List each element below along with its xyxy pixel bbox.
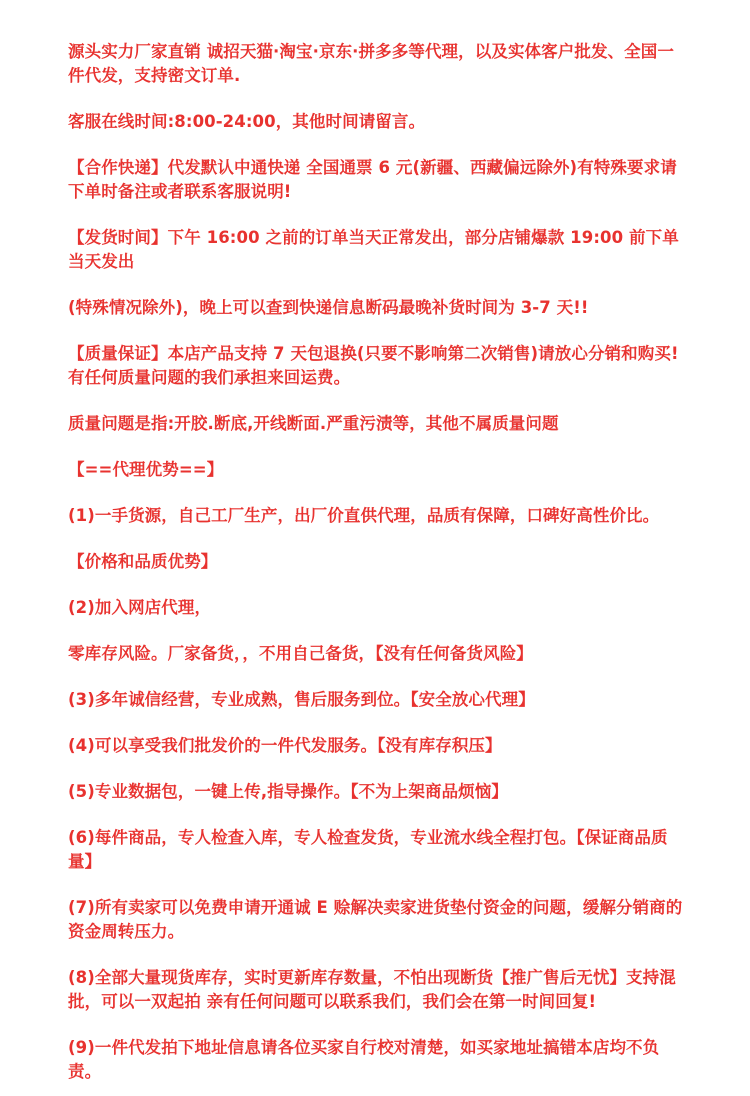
paragraph-spacer bbox=[68, 274, 684, 296]
paragraph-spacer bbox=[68, 482, 684, 504]
document-body bbox=[68, 40, 684, 1084]
advantage-item-3: (3)多年诚信经营，专业成熟，售后服务到位。【安全放心代理】 bbox=[68, 690, 535, 709]
paragraph-quality-definition: 质量问题是指:开胶.断底,开线断面.严重污渍等，其他不属质量问题 bbox=[68, 414, 559, 433]
paragraph-spacer bbox=[68, 528, 684, 550]
paragraph-spacer bbox=[68, 712, 684, 734]
section-heading-agent-advantages: 【==代理优势==】 bbox=[68, 460, 224, 479]
advantage-item-7: (7)所有卖家可以免费申请开通诚 E 赊解决卖家进货垫付资金的问题，缓解分销商的资金周转压力。 bbox=[68, 898, 683, 941]
paragraph-shipping-time: 【发货时间】下午 16:00 之前的订单当天正常发出，部分店铺爆款 19:00 前下单当天发出 bbox=[68, 228, 679, 271]
advantage-item-8: (8)全部大量现货库存，实时更新库存数量，不怕出现断货【推广售后无忧】支持混批，可以一双起拍 亲有任何问题可以联系我们，我们会在第一时间回复! bbox=[68, 968, 676, 1011]
paragraph-quality-guarantee: 【质量保证】本店产品支持 7 天包退换(只要不影响第二次销售)请放心分销和购买!有任何质量问题的我们承担来回运费。 bbox=[68, 344, 679, 387]
paragraph-special-cases: (特殊情况除外)，晚上可以查到快递信息断码最晚补货时间为 3-7 天!! bbox=[68, 298, 589, 317]
advantage-item-1: (1)一手货源，自己工厂生产，出厂价直供代理，品质有保障，口碑好高性价比。 bbox=[68, 506, 660, 525]
paragraph-spacer bbox=[68, 944, 684, 966]
advantage-item-6: (6)每件商品，专人检查入库，专人检查发货，专业流水线全程打包。【保证商品质量】 bbox=[68, 828, 668, 871]
paragraph-spacer bbox=[68, 390, 684, 412]
paragraph-spacer bbox=[68, 88, 684, 110]
section-heading-price-quality: 【价格和品质优势】 bbox=[68, 552, 218, 571]
paragraph-courier: 【合作快递】代发默认中通快递 全国通票 6 元(新疆、西藏偏远除外)有特殊要求请下单时备注或者联系客服说明! bbox=[68, 158, 677, 201]
paragraph-spacer bbox=[68, 1014, 684, 1036]
paragraph-spacer bbox=[68, 666, 684, 688]
advantage-item-2: (2)加入网店代理， bbox=[68, 598, 212, 617]
paragraph-spacer bbox=[68, 436, 684, 458]
paragraph-intro: 源头实力厂家直销 诚招天猫·淘宝·京东·拼多多等代理，以及实体客户批发、全国一件代发，支持密文订单. bbox=[68, 42, 674, 85]
advantage-item-2-detail: 零库存风险。厂家备货，，不用自己备货，【没有任何备货风险】 bbox=[68, 644, 533, 663]
paragraph-spacer bbox=[68, 804, 684, 826]
advantage-item-4: (4)可以享受我们批发价的一件代发服务。【没有库存积压】 bbox=[68, 736, 502, 755]
paragraph-spacer bbox=[68, 874, 684, 896]
paragraph-spacer bbox=[68, 134, 684, 156]
paragraph-spacer bbox=[68, 320, 684, 342]
paragraph-spacer bbox=[68, 758, 684, 780]
paragraph-service-hours: 客服在线时间:8:00-24:00，其他时间请留言。 bbox=[68, 112, 426, 131]
paragraph-spacer bbox=[68, 574, 684, 596]
advantage-item-9: (9)一件代发拍下地址信息请各位买家自行校对清楚，如买家地址搞错本店均不负责。 bbox=[68, 1038, 660, 1081]
paragraph-spacer bbox=[68, 204, 684, 226]
paragraph-spacer bbox=[68, 620, 684, 642]
advantage-item-5: (5)专业数据包，一键上传,指导操作。【不为上架商品烦恼】 bbox=[68, 782, 508, 801]
